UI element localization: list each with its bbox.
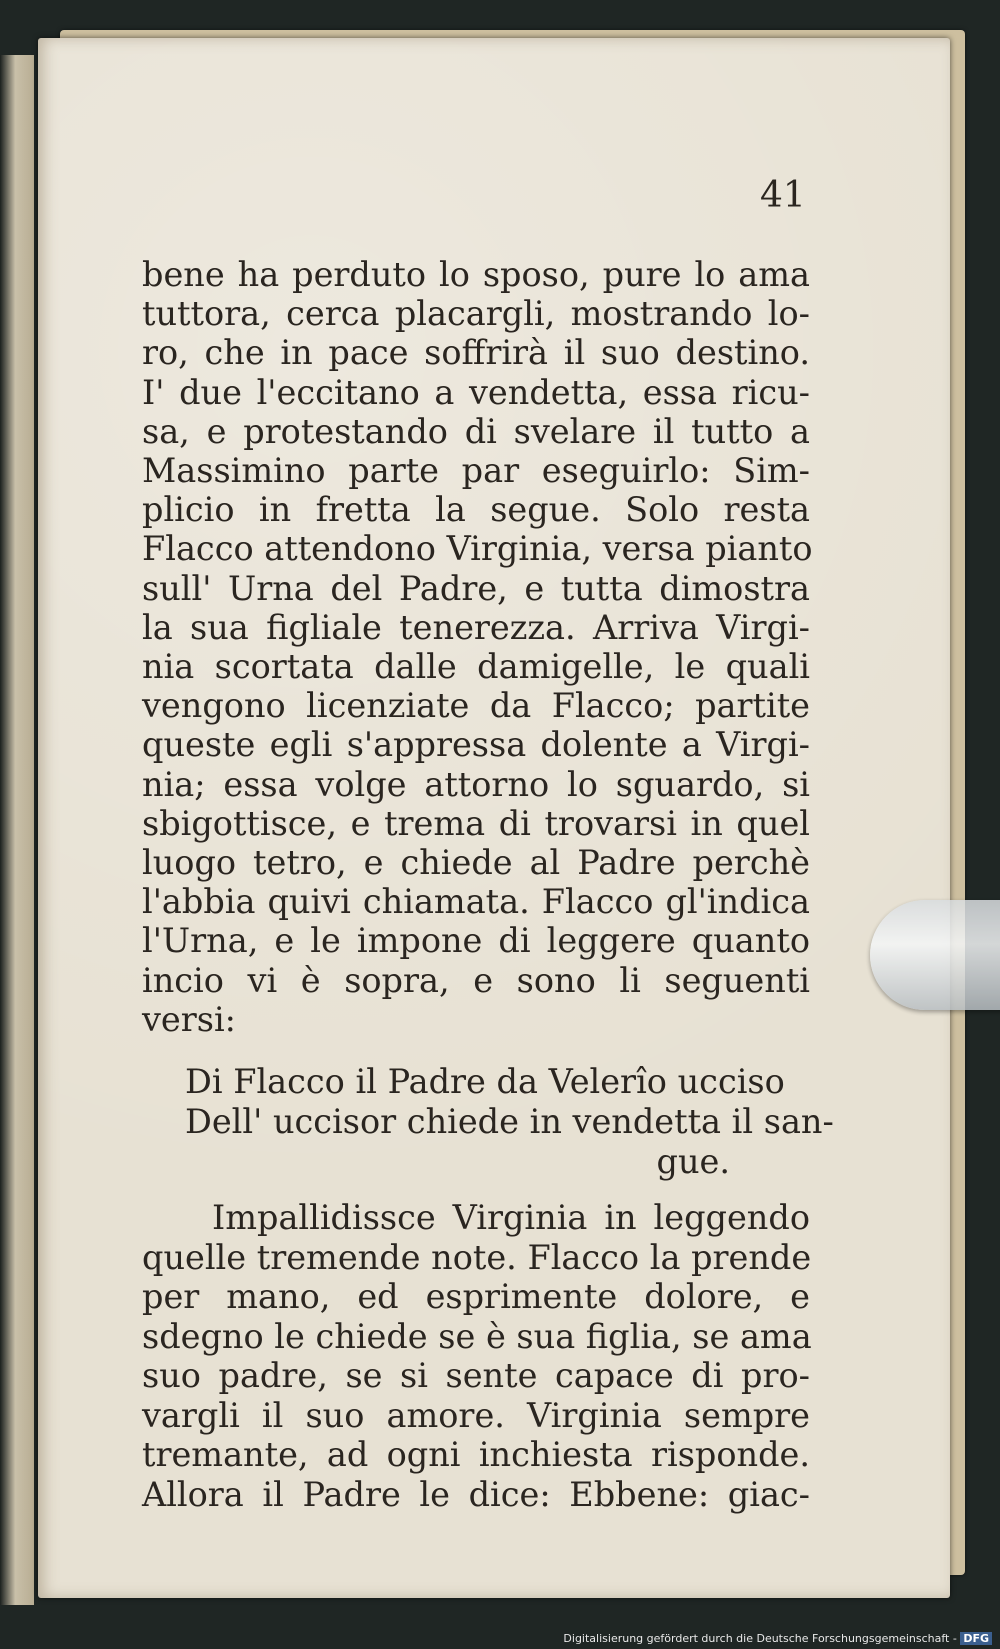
dfg-logo: DFG bbox=[960, 1632, 992, 1645]
text-line: sa, e protestando di svelare il tutto a bbox=[142, 411, 810, 451]
text-line: vengono licenziate da Flacco; partite bbox=[142, 686, 810, 726]
text-line: I' due l'eccitano a vendetta, essa ricu- bbox=[142, 372, 810, 412]
text-line: sbigottisce, e trema di trovarsi in quel bbox=[142, 803, 810, 843]
verse-line: Dell' uccisor chiede in vendetta il san- bbox=[185, 1102, 834, 1141]
verse-line: Di Flacco il Padre da Velerîo ucciso bbox=[185, 1062, 785, 1101]
text-line: queste egli s'appressa dolente a Virgi- bbox=[142, 725, 810, 765]
text-line: versi: bbox=[142, 999, 236, 1039]
text-line: Impallidissce Virginia in leggendo bbox=[212, 1198, 810, 1237]
text-line: nia scortata dalle damigelle, le quali bbox=[142, 647, 810, 687]
text-line: ro, che in pace soffrirà il suo destino. bbox=[142, 333, 810, 373]
text-line: plicio in fretta la segue. Solo resta bbox=[142, 490, 810, 530]
text-line: Allora il Padre le dice: Ebbene: giac- bbox=[142, 1474, 810, 1514]
text-line: la sua figliale tenerezza. Arriva Virgi- bbox=[142, 607, 810, 647]
footer-text: Digitalisierung gefördert durch die Deutsche Forschungsgemeinschaft - bbox=[563, 1632, 957, 1645]
text-line: l'Urna, e le impone di leggere quanto bbox=[142, 921, 810, 961]
text-line: bene ha perduto lo sposo, pure lo ama bbox=[142, 255, 810, 294]
text-line: tuttora, cerca placargli, mostrando lo- bbox=[142, 294, 810, 334]
text-line: suo padre, se si sente capace di pro- bbox=[142, 1356, 810, 1395]
page-clip bbox=[870, 900, 1000, 1010]
text-line: tremante, ad ogni inchiesta risponde. bbox=[142, 1435, 810, 1474]
text-line: Massimino parte par eseguirlo: Sim- bbox=[142, 451, 810, 491]
text-line: Flacco attendono Virginia, versa pianto bbox=[142, 529, 813, 569]
paragraph-1 bbox=[142, 255, 813, 1039]
digitization-footer bbox=[563, 1632, 992, 1645]
verse-line: gue. bbox=[656, 1142, 730, 1181]
text-line: nia; essa volge attorno lo sguardo, si bbox=[142, 764, 810, 804]
text-line: luogo tetro, e chiede al Padre perchè bbox=[142, 843, 810, 883]
text-line: vargli il suo amore. Virginia sempre bbox=[142, 1395, 810, 1435]
text-line: l'abbia quivi chiamata. Flacco gl'indica bbox=[142, 882, 810, 922]
text-line: quelle tremende note. Flacco la prende bbox=[142, 1237, 812, 1277]
paragraph-2 bbox=[142, 1198, 810, 1514]
text-line: sull' Urna del Padre, e tutta dimostra bbox=[142, 568, 810, 608]
verse-quote bbox=[185, 1062, 834, 1182]
text-line: per mano, ed esprimente dolore, e bbox=[142, 1277, 810, 1316]
text-line: incio vi è sopra, e sono li seguenti bbox=[142, 960, 810, 1000]
book-cover-edge bbox=[0, 55, 34, 1605]
page-number: 41 bbox=[760, 175, 806, 216]
text-line: sdegno le chiede se è sua figlia, se ama bbox=[142, 1316, 812, 1356]
